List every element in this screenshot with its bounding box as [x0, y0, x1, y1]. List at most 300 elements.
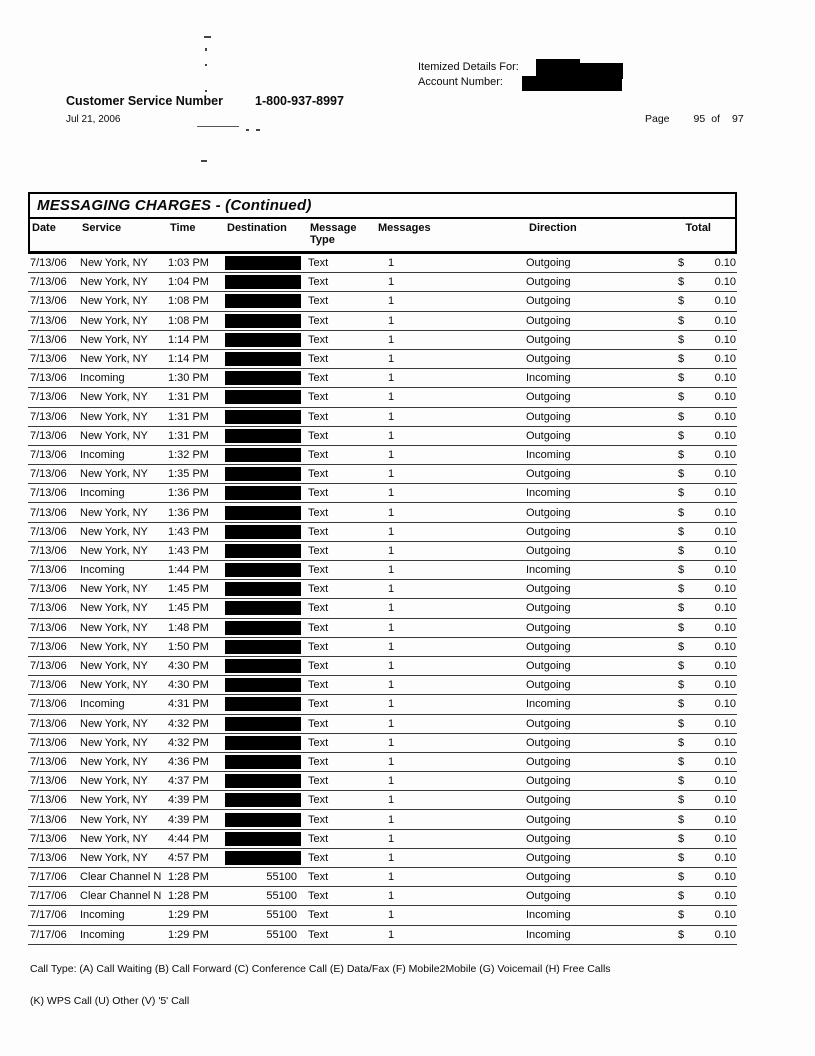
cell-messages: 1 — [388, 353, 395, 366]
table-row — [28, 926, 737, 945]
redacted-destination — [225, 544, 301, 558]
cell-date: 7/13/06 — [30, 410, 67, 423]
amount: 0.10 — [714, 391, 736, 404]
cell-destination — [225, 410, 305, 424]
cell-messages: 1 — [388, 890, 395, 903]
amount: 0.10 — [714, 602, 736, 615]
currency-symbol: $ — [678, 544, 685, 557]
cell-direction: Outgoing — [526, 660, 571, 673]
cell-total — [670, 372, 737, 384]
cell-direction: Incoming — [526, 928, 571, 941]
table-row — [28, 292, 737, 311]
table-row — [28, 791, 737, 810]
table-row — [28, 830, 737, 849]
cell-total — [670, 852, 737, 864]
cell-direction: Outgoing — [526, 429, 571, 442]
scan-artifact — [197, 126, 239, 127]
cell-message-type: Text — [308, 602, 329, 615]
currency-symbol: $ — [678, 640, 685, 653]
cell-destination — [225, 793, 305, 807]
cell-message-type: Text — [308, 621, 329, 634]
currency-symbol: $ — [678, 583, 685, 596]
cell-time: 4:36 PM — [168, 755, 209, 768]
cell-messages: 1 — [388, 276, 395, 289]
account-number-label: Account Number: — [418, 76, 503, 88]
redacted-destination — [225, 467, 301, 481]
cell-service: Incoming — [80, 487, 125, 500]
amount: 0.10 — [714, 468, 736, 481]
cell-date: 7/13/06 — [30, 679, 67, 692]
cell-destination — [225, 717, 305, 731]
cell-destination — [225, 294, 305, 308]
cell-service: Clear Channel N — [80, 890, 162, 903]
cell-messages: 1 — [388, 257, 395, 270]
cell-direction: Outgoing — [526, 353, 571, 366]
cell-direction: Outgoing — [526, 525, 571, 538]
cell-date: 7/13/06 — [30, 698, 67, 711]
cell-message-type: Text — [308, 391, 329, 404]
amount: 0.10 — [714, 871, 736, 884]
cell-time: 1:35 PM — [168, 468, 209, 481]
cell-total — [670, 622, 737, 634]
cell-service: New York, NY — [80, 468, 148, 481]
cell-date: 7/13/06 — [30, 448, 67, 461]
redacted-destination — [225, 736, 301, 750]
amount: 0.10 — [714, 544, 736, 557]
cell-message-type: Text — [308, 314, 329, 327]
cell-total — [670, 641, 737, 653]
table-column-headers — [30, 219, 735, 251]
cell-service: New York, NY — [80, 660, 148, 673]
cell-direction: Outgoing — [526, 851, 571, 864]
cell-destination — [225, 429, 305, 443]
cell-messages: 1 — [388, 506, 395, 519]
cell-time: 4:30 PM — [168, 679, 209, 692]
cell-time: 4:37 PM — [168, 775, 209, 788]
cell-destination — [225, 371, 305, 385]
cell-messages: 1 — [388, 621, 395, 634]
currency-symbol: $ — [678, 448, 685, 461]
table-row — [28, 273, 737, 292]
cell-date: 7/13/06 — [30, 640, 67, 653]
cell-total — [670, 602, 737, 614]
amount: 0.10 — [714, 372, 736, 385]
cell-total — [670, 929, 737, 941]
cell-date: 7/13/06 — [30, 832, 67, 845]
cell-time: 4:39 PM — [168, 813, 209, 826]
currency-symbol: $ — [678, 468, 685, 481]
statement-date: Jul 21, 2006 — [66, 114, 121, 125]
cell-service: New York, NY — [80, 525, 148, 538]
cell-service: Incoming — [80, 928, 125, 941]
cell-time: 4:30 PM — [168, 660, 209, 673]
cell-direction: Incoming — [526, 448, 571, 461]
table-row — [28, 906, 737, 925]
cell-time: 1:36 PM — [168, 506, 209, 519]
cell-service: New York, NY — [80, 794, 148, 807]
table-row — [28, 734, 737, 753]
table-row — [28, 676, 737, 695]
cell-time: 1:50 PM — [168, 640, 209, 653]
scan-artifact — [204, 36, 211, 38]
cell-messages: 1 — [388, 832, 395, 845]
cell-date: 7/13/06 — [30, 257, 67, 270]
cell-destination — [225, 774, 305, 788]
cell-messages: 1 — [388, 679, 395, 692]
cell-time: 1:43 PM — [168, 525, 209, 538]
cell-messages: 1 — [388, 698, 395, 711]
redacted-destination — [225, 774, 301, 788]
redacted-destination — [225, 851, 301, 865]
cell-service: New York, NY — [80, 391, 148, 404]
redacted-destination — [225, 333, 301, 347]
cell-destination — [225, 486, 305, 500]
cell-date: 7/13/06 — [30, 717, 67, 730]
cell-messages: 1 — [388, 410, 395, 423]
table-row — [28, 599, 737, 618]
cell-service: New York, NY — [80, 736, 148, 749]
table-row — [28, 503, 737, 522]
cell-direction: Incoming — [526, 698, 571, 711]
cell-destination — [225, 736, 305, 750]
cell-messages: 1 — [388, 660, 395, 673]
cell-destination — [225, 390, 305, 404]
amount: 0.10 — [714, 333, 736, 346]
cell-destination — [225, 640, 305, 654]
cell-time: 1:03 PM — [168, 257, 209, 270]
amount: 0.10 — [714, 448, 736, 461]
cell-destination — [225, 659, 305, 673]
table-row — [28, 254, 737, 273]
cell-total — [670, 391, 737, 403]
table-row — [28, 484, 737, 503]
cell-message-type: Text — [308, 487, 329, 500]
currency-symbol: $ — [678, 333, 685, 346]
cell-direction: Outgoing — [526, 621, 571, 634]
cell-service: New York, NY — [80, 851, 148, 864]
cell-total — [670, 411, 737, 423]
currency-symbol: $ — [678, 429, 685, 442]
cell-messages: 1 — [388, 448, 395, 461]
cell-messages: 1 — [388, 314, 395, 327]
cell-time: 1:31 PM — [168, 391, 209, 404]
amount: 0.10 — [714, 660, 736, 673]
cell-direction: Outgoing — [526, 506, 571, 519]
cell-service: New York, NY — [80, 314, 148, 327]
cell-service: New York, NY — [80, 506, 148, 519]
cell-messages: 1 — [388, 333, 395, 346]
messaging-charges-table — [28, 192, 737, 945]
amount: 0.10 — [714, 314, 736, 327]
cell-date: 7/17/06 — [30, 928, 67, 941]
cell-messages: 1 — [388, 640, 395, 653]
cell-direction: Incoming — [526, 564, 571, 577]
cell-date: 7/13/06 — [30, 736, 67, 749]
page-label: Page — [645, 113, 670, 125]
cell-service: Incoming — [80, 564, 125, 577]
table-row — [28, 427, 737, 446]
cell-service: New York, NY — [80, 775, 148, 788]
amount: 0.10 — [714, 487, 736, 500]
cell-messages: 1 — [388, 736, 395, 749]
cell-messages: 1 — [388, 909, 395, 922]
col-header-destination: Destination — [227, 222, 287, 234]
cell-total — [670, 353, 737, 365]
cell-messages: 1 — [388, 525, 395, 538]
currency-symbol: $ — [678, 871, 685, 884]
redacted-destination — [225, 621, 301, 635]
cell-total — [670, 257, 737, 269]
cell-messages: 1 — [388, 583, 395, 596]
table-row — [28, 561, 737, 580]
cell-service: New York, NY — [80, 333, 148, 346]
cell-message-type: Text — [308, 736, 329, 749]
cell-service: New York, NY — [80, 410, 148, 423]
amount: 0.10 — [714, 506, 736, 519]
cell-messages: 1 — [388, 487, 395, 500]
currency-symbol: $ — [678, 410, 685, 423]
amount: 0.10 — [714, 257, 736, 270]
currency-symbol: $ — [678, 314, 685, 327]
amount: 0.10 — [714, 794, 736, 807]
cell-messages: 1 — [388, 794, 395, 807]
cell-destination — [225, 813, 305, 827]
cell-messages: 1 — [388, 429, 395, 442]
currency-symbol: $ — [678, 353, 685, 366]
amount: 0.10 — [714, 736, 736, 749]
currency-symbol: $ — [678, 295, 685, 308]
cell-message-type: Text — [308, 448, 329, 461]
page-total: 97 — [731, 113, 744, 125]
cell-destination — [225, 832, 305, 846]
cell-total — [670, 794, 737, 806]
redacted-destination — [225, 582, 301, 596]
cell-total — [670, 430, 737, 442]
cell-direction: Outgoing — [526, 257, 571, 270]
cell-message-type: Text — [308, 353, 329, 366]
currency-symbol: $ — [678, 928, 685, 941]
amount: 0.10 — [714, 429, 736, 442]
currency-symbol: $ — [678, 564, 685, 577]
cell-time: 1:43 PM — [168, 544, 209, 557]
cell-total — [670, 276, 737, 288]
col-header-message-type: Message Type — [310, 222, 357, 246]
cell-time: 4:39 PM — [168, 794, 209, 807]
cell-direction: Outgoing — [526, 544, 571, 557]
table-row — [28, 312, 737, 331]
cell-destination — [225, 314, 305, 328]
cell-direction: Outgoing — [526, 602, 571, 615]
table-row — [28, 772, 737, 791]
table-body — [28, 254, 737, 945]
cell-service: New York, NY — [80, 353, 148, 366]
cell-service: New York, NY — [80, 295, 148, 308]
cell-message-type: Text — [308, 333, 329, 346]
cell-total — [670, 315, 737, 327]
currency-symbol: $ — [678, 794, 685, 807]
table-row — [28, 331, 737, 350]
cell-message-type: Text — [308, 871, 329, 884]
amount: 0.10 — [714, 583, 736, 596]
cell-destination — [225, 352, 305, 366]
cell-direction: Outgoing — [526, 794, 571, 807]
amount: 0.10 — [714, 295, 736, 308]
cell-date: 7/13/06 — [30, 314, 67, 327]
cell-message-type: Text — [308, 295, 329, 308]
cell-message-type: Text — [308, 276, 329, 289]
cell-direction: Outgoing — [526, 583, 571, 596]
cell-date: 7/17/06 — [30, 909, 67, 922]
cell-date: 7/13/06 — [30, 544, 67, 557]
scan-artifact — [205, 48, 207, 51]
redacted-destination — [225, 352, 301, 366]
cell-direction: Outgoing — [526, 276, 571, 289]
cell-total — [670, 756, 737, 768]
cell-total — [670, 583, 737, 595]
cell-destination — [225, 697, 305, 711]
cell-service: New York, NY — [80, 621, 148, 634]
cell-total — [670, 295, 737, 307]
page-current: 95 — [693, 113, 706, 125]
cell-time: 1:14 PM — [168, 353, 209, 366]
cell-message-type: Text — [308, 851, 329, 864]
currency-symbol: $ — [678, 890, 685, 903]
cell-message-type: Text — [308, 506, 329, 519]
cell-message-type: Text — [308, 775, 329, 788]
cell-destination: 55100 — [266, 928, 297, 941]
cell-messages: 1 — [388, 544, 395, 557]
cell-service: New York, NY — [80, 583, 148, 596]
cell-direction: Outgoing — [526, 410, 571, 423]
redacted-destination — [225, 601, 301, 615]
cell-message-type: Text — [308, 372, 329, 385]
cell-destination — [225, 467, 305, 481]
cell-direction: Outgoing — [526, 640, 571, 653]
cell-time: 1:44 PM — [168, 564, 209, 577]
cell-destination — [225, 755, 305, 769]
cell-service: Incoming — [80, 698, 125, 711]
page-indicator — [645, 113, 744, 125]
cell-direction: Incoming — [526, 372, 571, 385]
scan-artifact — [201, 160, 207, 162]
currency-symbol: $ — [678, 698, 685, 711]
redacted-destination — [225, 525, 301, 539]
cell-time: 1:08 PM — [168, 314, 209, 327]
cell-service: Clear Channel N — [80, 871, 162, 884]
cell-date: 7/13/06 — [30, 391, 67, 404]
cell-total — [670, 487, 737, 499]
redacted-destination — [225, 486, 301, 500]
cell-total — [670, 737, 737, 749]
cell-destination — [225, 333, 305, 347]
cell-date: 7/13/06 — [30, 621, 67, 634]
cell-direction: Outgoing — [526, 775, 571, 788]
cell-destination: 55100 — [266, 871, 297, 884]
cell-total — [670, 507, 737, 519]
cell-direction: Outgoing — [526, 832, 571, 845]
redacted-destination — [225, 314, 301, 328]
redacted-destination — [225, 506, 301, 520]
cell-total — [670, 814, 737, 826]
cell-direction: Outgoing — [526, 333, 571, 346]
redacted-destination — [225, 275, 301, 289]
currency-symbol: $ — [678, 276, 685, 289]
cell-date: 7/13/06 — [30, 794, 67, 807]
cell-service: New York, NY — [80, 832, 148, 845]
table-row — [28, 619, 737, 638]
cell-date: 7/13/06 — [30, 660, 67, 673]
cell-direction: Incoming — [526, 487, 571, 500]
redacted-destination — [225, 697, 301, 711]
cell-message-type: Text — [308, 429, 329, 442]
table-row — [28, 638, 737, 657]
cell-message-type: Text — [308, 640, 329, 653]
redacted-destination — [225, 659, 301, 673]
cell-date: 7/13/06 — [30, 564, 67, 577]
table-row — [28, 887, 737, 906]
redacted-destination — [225, 755, 301, 769]
table-row — [28, 388, 737, 407]
redacted-destination — [225, 793, 301, 807]
cell-direction: Outgoing — [526, 468, 571, 481]
cell-message-type: Text — [308, 794, 329, 807]
cell-message-type: Text — [308, 257, 329, 270]
amount: 0.10 — [714, 564, 736, 577]
table-row — [28, 580, 737, 599]
table-row — [28, 465, 737, 484]
cell-service: New York, NY — [80, 544, 148, 557]
redacted-destination — [225, 390, 301, 404]
amount: 0.10 — [714, 890, 736, 903]
cell-service: New York, NY — [80, 813, 148, 826]
cell-date: 7/13/06 — [30, 353, 67, 366]
currency-symbol: $ — [678, 602, 685, 615]
col-header-messages: Messages — [378, 222, 431, 234]
cell-messages: 1 — [388, 295, 395, 308]
amount: 0.10 — [714, 640, 736, 653]
cell-time: 1:29 PM — [168, 909, 209, 922]
table-row — [28, 523, 737, 542]
cell-messages: 1 — [388, 391, 395, 404]
redacted-destination — [225, 256, 301, 270]
currency-symbol: $ — [678, 909, 685, 922]
table-title: MESSAGING CHARGES - (Continued) — [30, 194, 735, 219]
table-row — [28, 350, 737, 369]
amount: 0.10 — [714, 928, 736, 941]
cell-total — [670, 564, 737, 576]
cell-total — [670, 698, 737, 710]
cell-total — [670, 871, 737, 883]
table-row — [28, 657, 737, 676]
customer-service-label: Customer Service Number — [66, 94, 224, 108]
cell-destination — [225, 544, 305, 558]
cell-destination — [225, 448, 305, 462]
col-header-date: Date — [32, 222, 56, 234]
cell-messages: 1 — [388, 928, 395, 941]
cell-total — [670, 545, 737, 557]
col-header-total: Total — [685, 222, 711, 234]
cell-time: 4:44 PM — [168, 832, 209, 845]
currency-symbol: $ — [678, 660, 685, 673]
currency-symbol: $ — [678, 391, 685, 404]
cell-message-type: Text — [308, 813, 329, 826]
cell-date: 7/13/06 — [30, 333, 67, 346]
cell-direction: Outgoing — [526, 314, 571, 327]
cell-message-type: Text — [308, 468, 329, 481]
cell-time: 1:45 PM — [168, 583, 209, 596]
amount: 0.10 — [714, 851, 736, 864]
redacted-destination — [225, 371, 301, 385]
